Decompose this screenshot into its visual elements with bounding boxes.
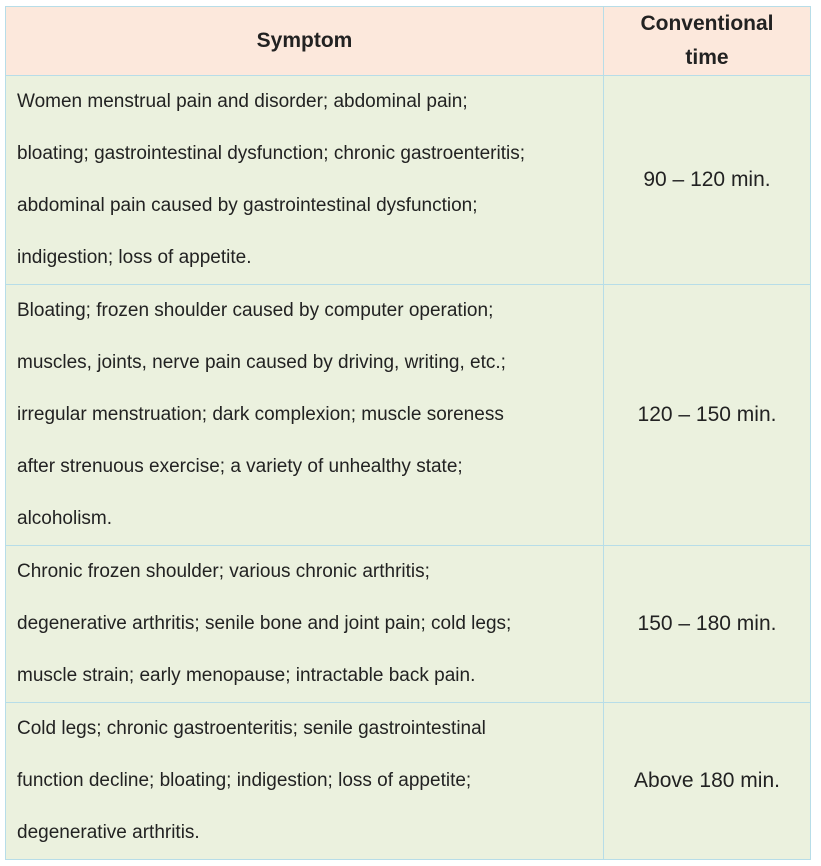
time-cell: 150 – 180 min. (604, 546, 811, 703)
time-cell: 90 – 120 min. (604, 76, 811, 285)
symptom-line: Women menstrual pain and disorder; abdominal pain; (17, 91, 468, 112)
header-row (6, 7, 811, 76)
header-time-line: time (685, 46, 729, 69)
symptom-line: alcoholism. (17, 508, 113, 529)
symptom-cell (6, 76, 604, 285)
header-symptom: Symptom (6, 7, 604, 76)
symptom-line: after strenuous exercise; a variety of unhealthy state; (17, 456, 463, 477)
symptom-line: Cold legs; chronic gastroenteritis; senile gastrointestinal (17, 718, 486, 739)
symptom-cell (6, 546, 604, 703)
symptom-line: muscle strain; early menopause; intractable back pain. (17, 665, 476, 686)
header-conventional-time (604, 7, 811, 76)
table-row (6, 285, 811, 546)
symptom-line: degenerative arthritis; senile bone and joint pain; cold legs; (17, 613, 512, 634)
table-row (6, 76, 811, 285)
symptom-line: degenerative arthritis. (17, 822, 200, 843)
time-cell: 120 – 150 min. (604, 285, 811, 546)
symptom-line: muscles, joints, nerve pain caused by driving, writing, etc.; (17, 352, 506, 373)
symptom-line: abdominal pain caused by gastrointestinal dysfunction; (17, 195, 478, 216)
symptom-line: indigestion; loss of appetite. (17, 247, 252, 268)
symptom-line: Chronic frozen shoulder; various chronic arthritis; (17, 561, 430, 582)
symptom-cell (6, 703, 604, 860)
symptom-time-table (5, 6, 811, 860)
symptom-cell (6, 285, 604, 546)
header-time-line: Conventional (640, 12, 774, 35)
symptom-line: function decline; bloating; indigestion; loss of appetite; (17, 770, 472, 791)
symptom-line: bloating; gastrointestinal dysfunction; chronic gastroenteritis; (17, 143, 525, 164)
symptom-line: Bloating; frozen shoulder caused by computer operation; (17, 300, 494, 321)
symptom-line: irregular menstruation; dark complexion; muscle soreness (17, 404, 504, 425)
table-row (6, 703, 811, 860)
time-cell: Above 180 min. (604, 703, 811, 860)
table-row (6, 546, 811, 703)
